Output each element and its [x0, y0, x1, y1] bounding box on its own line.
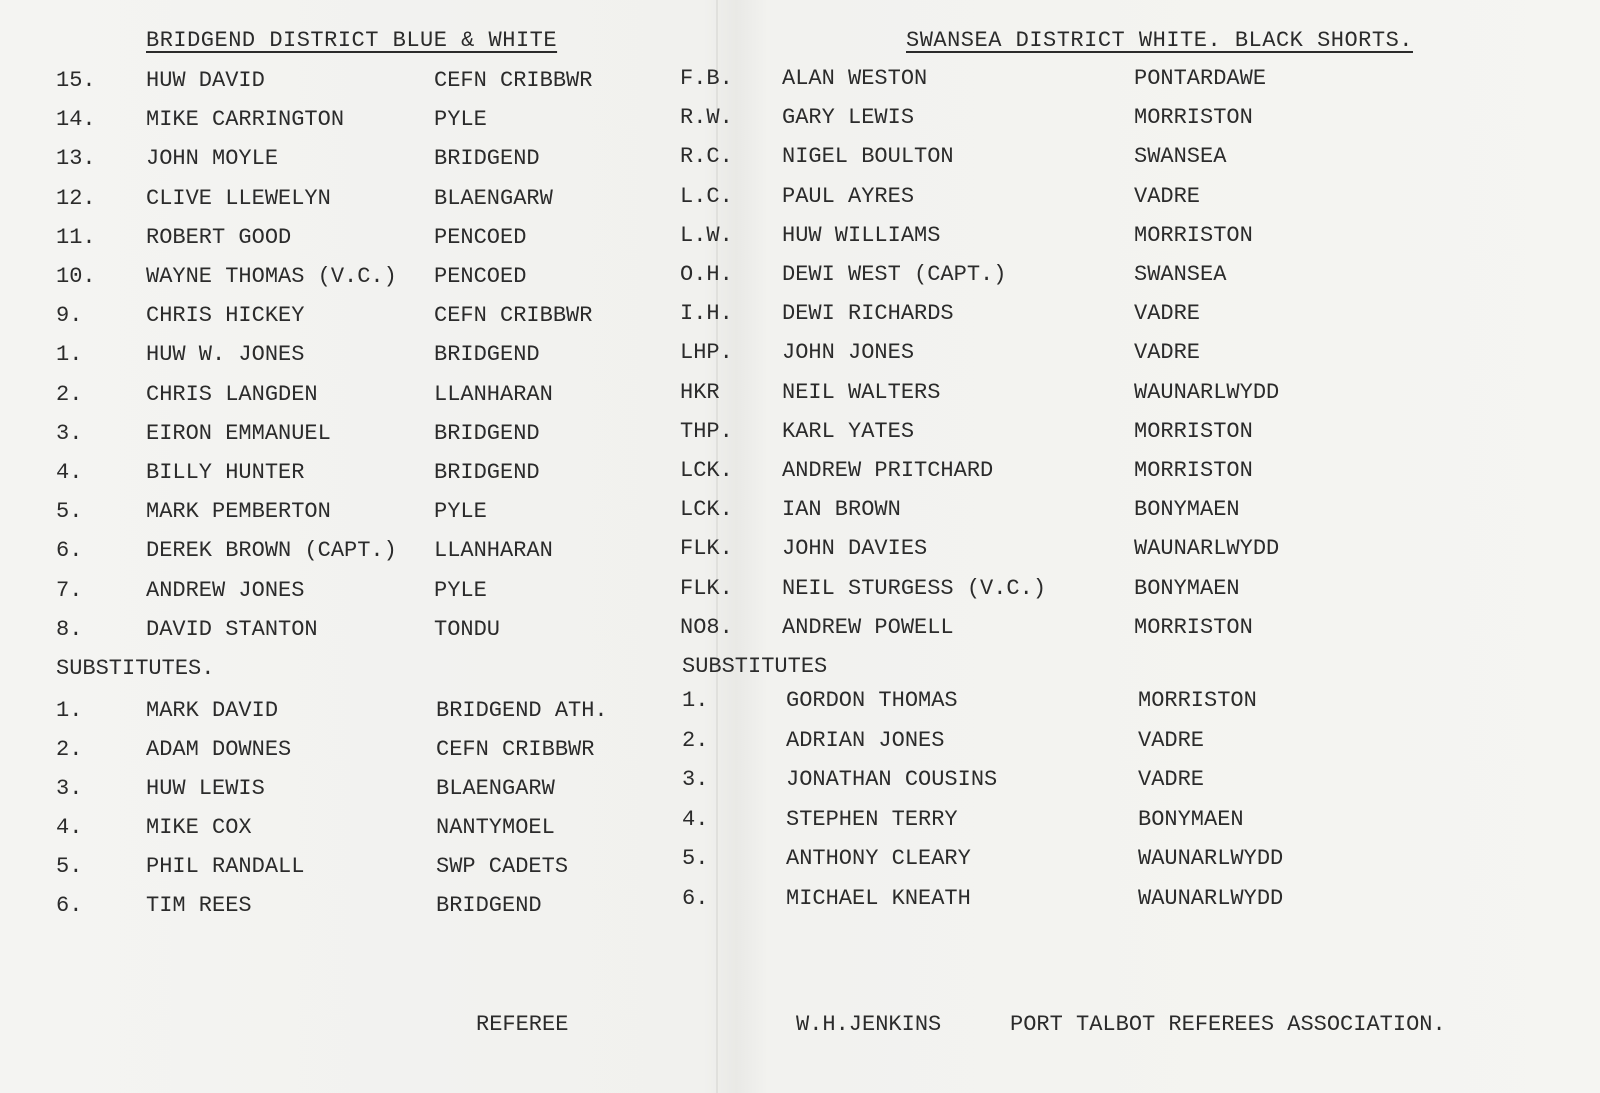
- player-name: JOHN JONES: [782, 340, 915, 366]
- player-club: LLANHARAN: [434, 538, 553, 564]
- player-name: NEIL WALTERS: [782, 379, 941, 405]
- player-club: MORRISTON: [1134, 458, 1253, 483]
- swansea-heading: SWANSEA DISTRICT WHITE. BLACK SHORTS.: [906, 28, 1413, 53]
- player-number: HKR: [680, 379, 720, 405]
- player-club: CEFN CRIBBWR: [436, 737, 595, 762]
- player-number: 10.: [56, 264, 96, 289]
- player-name: MARK DAVID: [146, 698, 279, 723]
- player-name: ALAN WESTON: [782, 66, 928, 91]
- player-number: 14.: [56, 107, 96, 133]
- player-name: CLIVE LLEWELYN: [146, 185, 331, 211]
- player-name: DEWI WEST (CAPT.): [782, 262, 1007, 287]
- player-number: 7.: [56, 577, 83, 603]
- player-club: PYLE: [434, 107, 487, 133]
- player-number: NO8.: [680, 614, 733, 640]
- player-number: L.W.: [680, 222, 733, 248]
- player-club: WAUNARLWYDD: [1138, 846, 1284, 872]
- player-name: ANTHONY CLEARY: [786, 846, 971, 872]
- player-club: MORRISTON: [1134, 614, 1253, 640]
- player-name: HUW DAVID: [146, 68, 265, 93]
- player-name: GARY LEWIS: [782, 105, 915, 131]
- player-number: LHP.: [680, 340, 733, 366]
- player-name: ROBERT GOOD: [146, 224, 292, 250]
- player-club: VADRE: [1134, 183, 1201, 209]
- player-club: PYLE: [434, 499, 487, 525]
- player-number: FLK.: [680, 536, 733, 562]
- player-name: JONATHAN COUSINS: [786, 767, 998, 793]
- player-club: SWANSEA: [1134, 262, 1227, 287]
- player-number: 3.: [56, 776, 83, 801]
- player-name: NIGEL BOULTON: [782, 144, 954, 170]
- player-number: 4.: [56, 460, 83, 485]
- player-number: 5.: [56, 854, 83, 879]
- player-name: JOHN DAVIES: [782, 536, 928, 562]
- player-number: LCK.: [680, 458, 733, 483]
- player-name: ANDREW JONES: [146, 577, 305, 603]
- player-club: VADRE: [1134, 301, 1201, 327]
- player-club: PYLE: [434, 577, 487, 603]
- referee-association: PORT TALBOT REFEREES ASSOCIATION.: [1010, 1012, 1446, 1037]
- player-number: 2.: [56, 737, 83, 762]
- bridgend-heading: BRIDGEND DISTRICT BLUE & WHITE: [146, 28, 558, 53]
- player-name: CHRIS HICKEY: [146, 303, 305, 329]
- player-club: VADRE: [1138, 767, 1205, 793]
- player-number: 11.: [56, 224, 96, 250]
- player-club: VADRE: [1134, 340, 1201, 366]
- player-number: O.H.: [680, 262, 733, 287]
- player-name: ADAM DOWNES: [146, 737, 292, 762]
- referee-name: W.H.JENKINS: [796, 1012, 942, 1037]
- player-number: 8.: [56, 616, 83, 642]
- player-club: SWP CADETS: [436, 854, 569, 879]
- player-number: 1.: [56, 342, 83, 368]
- player-name: GORDON THOMAS: [786, 688, 958, 713]
- player-number: 5.: [56, 499, 83, 525]
- player-name: HUW LEWIS: [146, 776, 265, 801]
- player-club: BRIDGEND: [434, 460, 540, 485]
- player-number: 3.: [682, 767, 709, 793]
- player-name: MICHAEL KNEATH: [786, 886, 971, 911]
- player-club: BRIDGEND: [436, 893, 542, 918]
- player-number: 15.: [56, 68, 96, 93]
- player-name: WAYNE THOMAS (V.C.): [146, 264, 397, 289]
- player-number: R.C.: [680, 144, 733, 170]
- player-number: 1.: [56, 698, 83, 723]
- player-club: BRIDGEND: [434, 146, 540, 172]
- player-number: I.H.: [680, 301, 733, 327]
- player-name: DEWI RICHARDS: [782, 301, 954, 327]
- player-name: HUW W. JONES: [146, 342, 305, 368]
- player-club: BONYMAEN: [1134, 497, 1240, 523]
- player-number: L.C.: [680, 183, 733, 209]
- player-club: LLANHARAN: [434, 381, 553, 407]
- player-club: WAUNARLWYDD: [1134, 379, 1280, 405]
- player-name: ANDREW POWELL: [782, 614, 954, 640]
- referee-label: REFEREE: [476, 1012, 569, 1037]
- player-name: ANDREW PRITCHARD: [782, 458, 994, 483]
- player-name: PAUL AYRES: [782, 183, 915, 209]
- player-name: ADRIAN JONES: [786, 727, 945, 753]
- player-name: TIM REES: [146, 893, 252, 918]
- player-number: 6.: [56, 893, 83, 918]
- player-club: MORRISTON: [1134, 418, 1253, 444]
- player-club: CEFN CRIBBWR: [434, 303, 593, 329]
- player-name: JOHN MOYLE: [146, 146, 279, 172]
- player-number: 3.: [56, 420, 83, 446]
- player-number: F.B.: [680, 66, 733, 91]
- player-name: NEIL STURGESS (V.C.): [782, 575, 1047, 601]
- player-number: 4.: [682, 806, 709, 832]
- player-number: 6.: [56, 538, 83, 564]
- player-name: MARK PEMBERTON: [146, 499, 331, 525]
- player-name: PHIL RANDALL: [146, 854, 305, 879]
- player-club: TONDU: [434, 616, 501, 642]
- player-club: NANTYMOEL: [436, 815, 555, 840]
- player-club: VADRE: [1138, 727, 1205, 753]
- player-number: LCK.: [680, 497, 733, 523]
- player-club: BRIDGEND ATH.: [436, 698, 608, 723]
- player-club: BLAENGARW: [436, 776, 555, 801]
- player-name: STEPHEN TERRY: [786, 806, 958, 832]
- player-number: 12.: [56, 185, 96, 211]
- player-number: R.W.: [680, 105, 733, 131]
- player-name: HUW WILLIAMS: [782, 222, 941, 248]
- player-number: 6.: [682, 886, 709, 911]
- player-name: EIRON EMMANUEL: [146, 420, 331, 446]
- player-number: 13.: [56, 146, 96, 172]
- player-number: 5.: [682, 846, 709, 872]
- player-name: KARL YATES: [782, 418, 915, 444]
- player-club: PONTARDAWE: [1134, 66, 1267, 91]
- player-name: MIKE CARRINGTON: [146, 107, 345, 133]
- player-club: BONYMAEN: [1138, 806, 1244, 832]
- player-number: THP.: [680, 418, 733, 444]
- player-club: CEFN CRIBBWR: [434, 68, 593, 93]
- player-name: BILLY HUNTER: [146, 460, 305, 485]
- player-club: SWANSEA: [1134, 144, 1227, 170]
- player-number: FLK.: [680, 575, 733, 601]
- player-club: MORRISTON: [1134, 105, 1253, 131]
- player-number: 1.: [682, 688, 709, 713]
- player-number: 9.: [56, 303, 83, 329]
- player-name: IAN BROWN: [782, 497, 901, 523]
- swansea-substitutes-label: SUBSTITUTES: [682, 654, 828, 679]
- player-club: PENCOED: [434, 264, 527, 289]
- player-number: 4.: [56, 815, 83, 840]
- player-club: WAUNARLWYDD: [1138, 886, 1284, 911]
- player-club: PENCOED: [434, 224, 527, 250]
- player-club: BLAENGARW: [434, 185, 553, 211]
- player-club: BRIDGEND: [434, 342, 540, 368]
- player-number: 2.: [56, 381, 83, 407]
- bridgend-substitutes-label: SUBSTITUTES.: [56, 656, 215, 681]
- player-name: DEREK BROWN (CAPT.): [146, 538, 397, 564]
- player-club: BRIDGEND: [434, 420, 540, 446]
- player-name: DAVID STANTON: [146, 616, 318, 642]
- player-club: MORRISTON: [1134, 222, 1253, 248]
- player-club: BONYMAEN: [1134, 575, 1240, 601]
- player-club: MORRISTON: [1138, 688, 1257, 713]
- player-club: WAUNARLWYDD: [1134, 536, 1280, 562]
- player-number: 2.: [682, 727, 709, 753]
- player-name: MIKE COX: [146, 815, 252, 840]
- player-name: CHRIS LANGDEN: [146, 381, 318, 407]
